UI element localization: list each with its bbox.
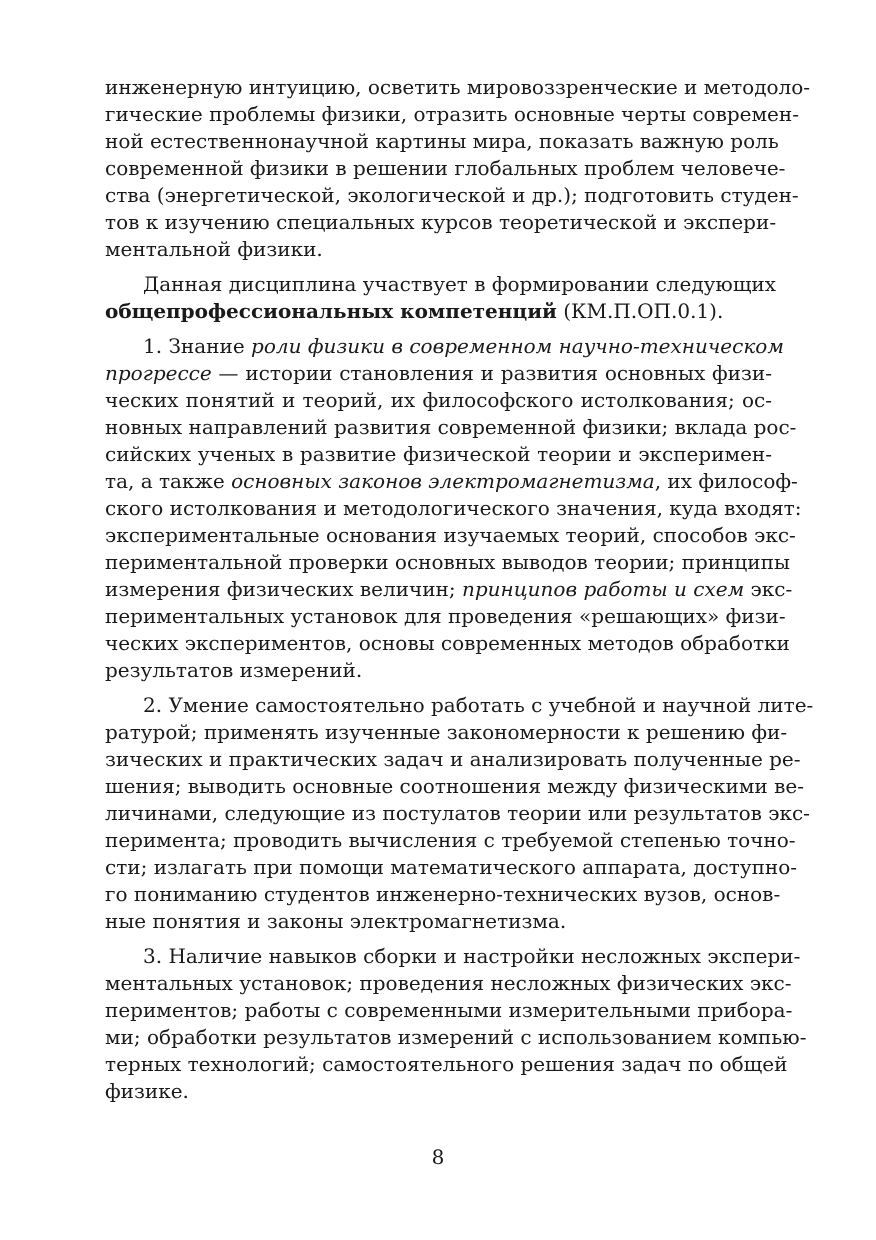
text-segment: ми; обработки результатов измерений с использованием компью- [105,1025,807,1049]
text-segment: гические проблемы физики, отразить основные черты современ- [105,102,799,126]
paragraph [105,333,802,684]
text-line [105,387,772,414]
text-segment: ментальной физики. [105,237,323,261]
text-line [105,773,804,800]
bold-text: общепрофессиональных компетенций [105,299,557,323]
text-line [105,854,798,881]
text-segment: результатов измерений. [105,658,363,682]
text-segment: ского истолкования и методологического значения, куда входят: [105,496,802,520]
text-line [105,128,779,155]
text-segment: инженерную интуицию, осветить мировоззренческие и методоло- [105,75,811,99]
text-segment: зических и практических задач и анализировать полученные ре- [105,747,801,771]
text-segment: (КМ.П.ОП.0.1). [556,299,724,323]
text-line [105,908,772,935]
text-segment: го пониманию студентов инженерно-технических вузов, основ- [105,882,781,906]
italic-text: принципов работы и схем [461,577,745,601]
text-segment: экс- [744,577,793,601]
text-segment: ной естественнонаучной картины мира, показать важную роль [105,129,779,153]
text-line [105,1051,788,1078]
text-line [105,236,772,263]
text-line [105,360,772,387]
text-segment: экспериментальные основания изучаемых теорий, способов экс- [105,523,796,547]
text-line [105,74,811,101]
paragraph [105,74,811,263]
paragraph-gap [105,263,772,271]
text-line [105,881,781,908]
page-body [105,74,814,1105]
text-segment: сийских ученых в развитие физической теории и эксперимен- [105,442,772,466]
text-line [105,719,788,746]
text-segment: современной физики в решении глобальных проблем человече- [105,156,786,180]
text-line [105,1078,772,1105]
paragraph-gap [105,935,772,943]
paragraph-gap [105,325,772,333]
text-segment: измерения физических величин; [105,577,462,601]
text-line [105,943,801,970]
text-segment: терных технологий; самостоятельного решения задач по общей [105,1052,788,1076]
italic-text: роли физики в современном научно-техническом [251,334,784,358]
text-segment: ментальных установок; проведения несложных физических экс- [105,971,792,995]
text-segment: сти; излагать при помощи математического аппарата, доступно- [105,855,798,879]
text-segment: шения; выводить основные соотношения между физическими ве- [105,774,804,798]
text-line [105,576,793,603]
text-line [105,827,796,854]
text-segment: тов к изучению специальных курсов теоретической и экспери- [105,210,777,234]
text-line [105,182,799,209]
text-line [105,468,798,495]
italic-text: основных законов электромагнетизма [231,469,655,493]
text-line [105,414,797,441]
text-line [105,800,810,827]
text-line [105,549,790,576]
text-segment: ческих понятий и теорий, их философского истолкования; ос- [105,388,772,412]
text-line [105,522,796,549]
text-segment: ства (энергетической, экологической и др.); подготовить студен- [105,183,799,207]
text-line [105,657,772,684]
text-line [105,692,814,719]
text-line [105,746,801,773]
text-segment: , их философ- [654,469,798,493]
text-line [105,155,786,182]
text-segment: ратурой; применять изученные закономерности к решению фи- [105,720,788,744]
text-line [105,630,790,657]
text-segment: ческих экспериментов, основы современных методов обработки [105,631,790,655]
text-segment: 1. Знание [143,334,252,358]
text-line [105,271,777,298]
page-number: 8 [431,1145,445,1169]
text-line [105,997,793,1024]
text-line [105,970,792,997]
text-segment: перимента; проводить вычисления с требуемой степенью точно- [105,828,796,852]
text-line [105,333,784,360]
text-segment: новных направлений развития современной физики; вклада рос- [105,415,797,439]
text-line [105,209,777,236]
italic-text: прогрессе [105,361,212,385]
text-line [105,101,799,128]
text-segment: периментальных установок для проведения «решающих» физи- [105,604,786,628]
text-segment: физике. [105,1079,189,1103]
text-segment: периментальной проверки основных выводов теории; принципы [105,550,790,574]
text-line [105,441,772,468]
text-line [105,1024,807,1051]
text-segment: та, а также [105,469,232,493]
text-line [105,603,786,630]
text-segment: ные понятия и законы электромагнетизма. [105,909,567,933]
paragraph [105,271,777,325]
text-segment: 3. Наличие навыков сборки и настройки несложных экспери- [143,944,801,968]
text-line [105,495,802,522]
text-segment: периментов; работы с современными измерительными прибора- [105,998,793,1022]
text-line [105,298,772,325]
text-segment: личинами, следующие из постулатов теории или результатов экс- [105,801,810,825]
paragraph [105,692,814,935]
paragraph [105,943,807,1105]
text-segment: 2. Умение самостоятельно работать с учебной и научной лите- [143,693,814,717]
text-segment: — истории становления и развития основных физи- [211,361,772,385]
paragraph-gap [105,684,772,692]
text-segment: Данная дисциплина участвует в формировании следующих [143,272,777,296]
